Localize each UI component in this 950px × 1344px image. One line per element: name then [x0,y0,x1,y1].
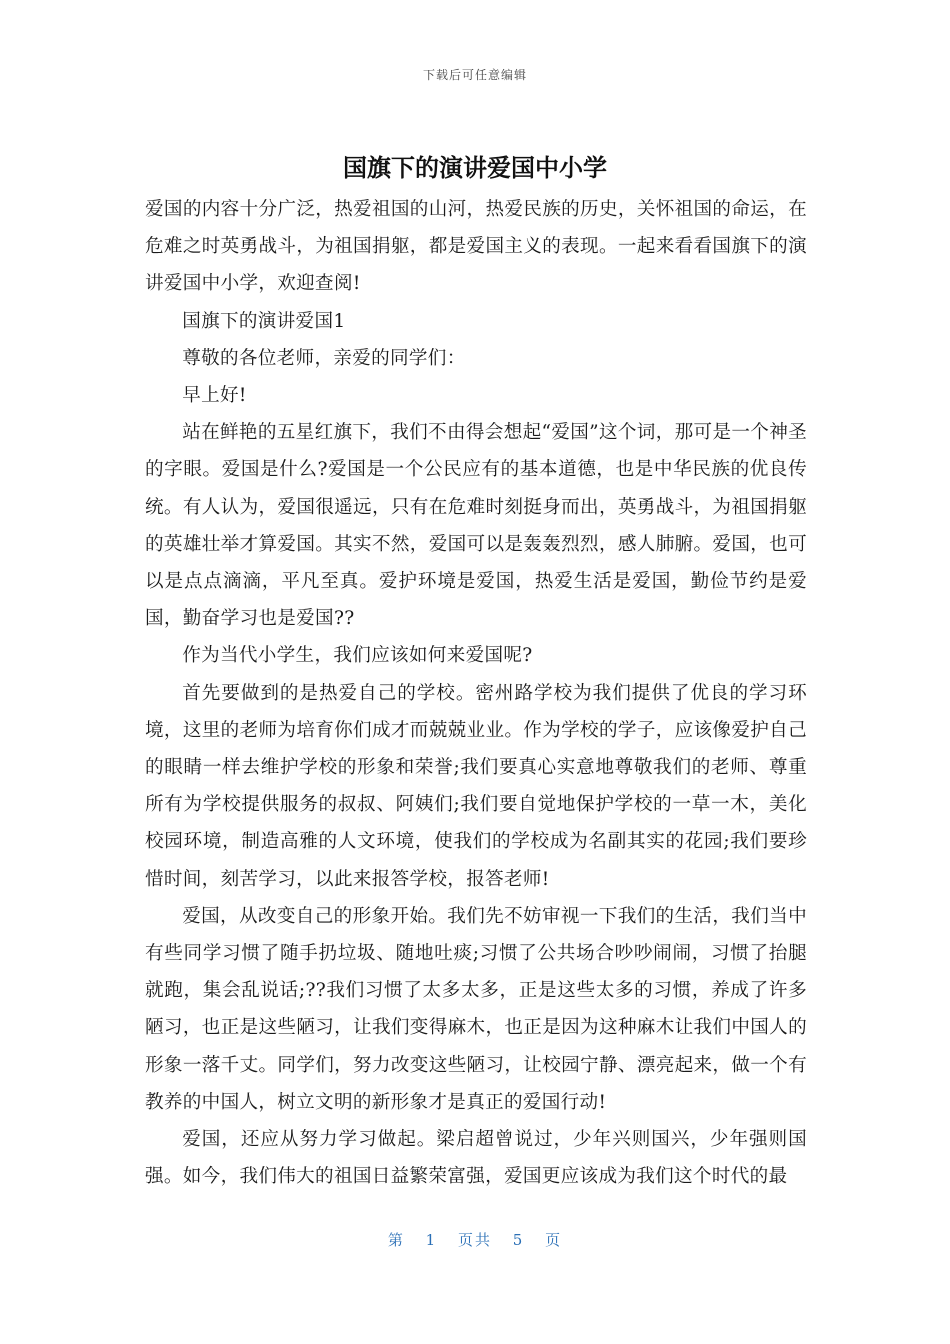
footer-suffix: 页 [545,1231,563,1249]
section-heading: 国旗下的演讲爱国1 [182,310,346,332]
document-body [145,191,807,1195]
footer-prefix: 第 [387,1231,405,1249]
page-title: 国旗下的演讲爱国中小学 [343,154,607,182]
header-note: 下载后可任意编辑 [422,68,527,82]
footer-middle: 页共 [457,1231,492,1249]
body-paragraph: 站在鲜艳的五星红旗下，我们不由得会想起“爱国”这个词，那可是一个神圣的字眼。爱国是什么?爱国是一个公民应有的基本道德，也是中华民族的优良传统。有人认为，爱国很遥远，只有在危难时刻挺身而出，英勇战斗，为祖国捐躯的英雄壮举才算爱国。其实不然，爱国可以是轰轰烈烈，感人肺腑。爱国，也可以是点点滴滴，平凡至真。爱护环境是爱国，热爱生活是爱国，勤俭节约是爱国，勤奋学习也是爱国?? [145,422,807,630]
total-page-count: 5 [512,1231,525,1249]
body-paragraph: 首先要做到的是热爱自己的学校。密州路学校为我们提供了优良的学习环境，这里的老师为培育你们成才而兢兢业业。作为学校的学子，应该像爱护自己的眼睛一样去维护学校的形象和荣誉;我们要真心实意地尊敬我们的老师、尊重所有为学校提供服务的叔叔、阿姨们;我们要自觉地保护学校的一草一木，美化校园环境，制造高雅的人文环境，使我们的学校成为名副其实的花园;我们要珍惜时间，刻苦学习，以此来报答学校，报答老师! [145,682,807,890]
greeting: 早上好! [182,385,247,407]
salutation: 尊敬的各位老师，亲爱的同学们： [182,347,466,369]
body-paragraph: 作为当代小学生，我们应该如何来爱国呢? [182,645,533,667]
current-page-number: 1 [425,1231,438,1249]
body-paragraph: 爱国，还应从努力学习做起。梁启超曾说过，少年兴则国兴，少年强则国强。如今，我们伟大的祖国日益繁荣富强，爱国更应该成为我们这个时代的最 [145,1129,807,1188]
body-paragraph: 爱国，从改变自己的形象开始。我们先不妨审视一下我们的生活，我们当中有些同学习惯了随手扔垃圾、随地吐痰;习惯了公共场合吵吵闹闹，习惯了抬腿就跑，集会乱说话;??我们习惯了太多太多，正是这些太多的习惯，养成了许多陋习，也正是这些陋习，让我们变得麻木，也正是因为这种麻木让我们中国人的形象一落千丈。同学们，努力改变这些陋习，让校园宁静、漂亮起来，做一个有教养的中国人，树立文明的新形象才是真正的爱国行动! [145,905,807,1113]
intro-paragraph: 爱国的内容十分广泛，热爱祖国的山河，热爱民族的历史，关怀祖国的命运，在危难之时英勇战斗，为祖国捐躯，都是爱国主义的表现。一起来看看国旗下的演讲爱国中小学，欢迎查阅! [145,199,807,295]
page-footer [0,1229,950,1250]
